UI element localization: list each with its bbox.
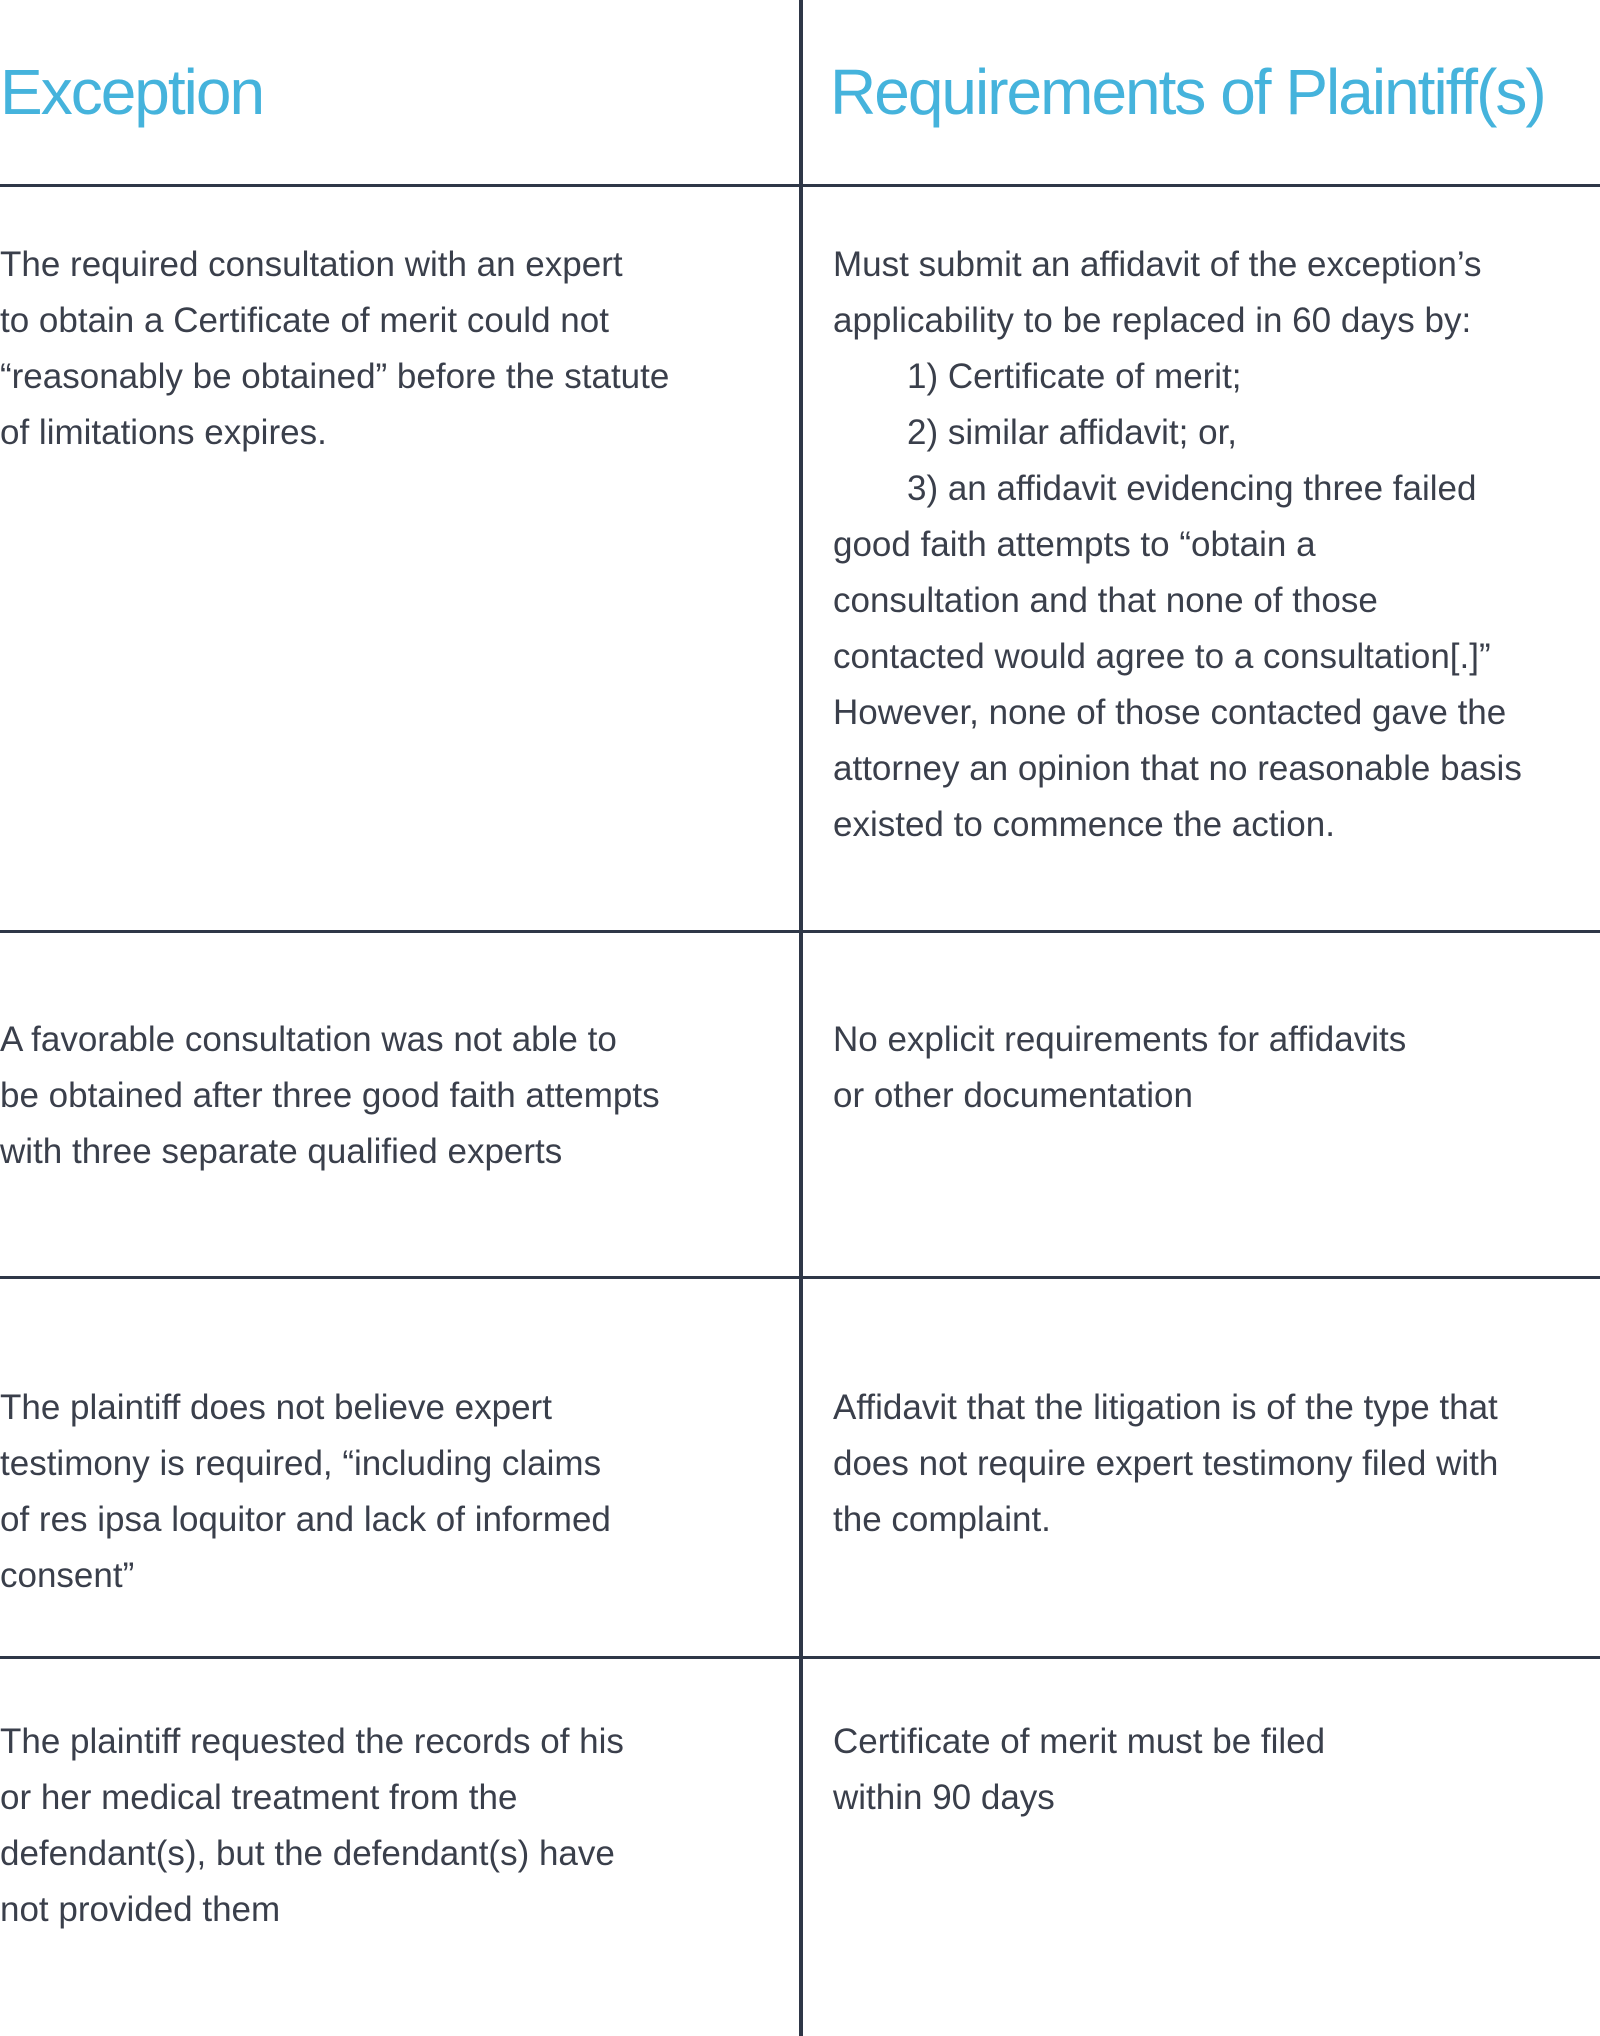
text-line: The plaintiff requested the records of his xyxy=(0,1722,624,1761)
list-item: 2) similar affidavit; or, xyxy=(907,413,1238,452)
row-2-requirement xyxy=(833,1012,1600,1124)
row-divider xyxy=(0,184,1600,187)
row-3-exception xyxy=(0,1380,775,1604)
column-divider xyxy=(799,0,803,2036)
row-1-exception xyxy=(0,237,775,461)
row-divider xyxy=(0,1656,1600,1659)
text-line: The plaintiff does not believe expert xyxy=(0,1388,552,1427)
text-line: defendant(s), but the defendant(s) have xyxy=(0,1834,615,1873)
row-4-exception xyxy=(0,1714,775,1938)
text-line: good faith attempts to “obtain a xyxy=(833,525,1316,564)
row-4-requirement xyxy=(833,1714,1600,1826)
text-line: However, none of those contacted gave the xyxy=(833,693,1507,732)
text-line: with three separate qualified experts xyxy=(0,1132,563,1171)
row-1-requirement xyxy=(833,237,1600,853)
text-line: A favorable consultation was not able to xyxy=(0,1020,617,1059)
text-line: does not require expert testimony filed with xyxy=(833,1444,1499,1483)
text-line: or other documentation xyxy=(833,1076,1193,1115)
text-line: of res ipsa loquitor and lack of informed xyxy=(0,1500,611,1539)
row-divider xyxy=(0,1276,1600,1279)
text-line: the complaint. xyxy=(833,1500,1051,1539)
text-line: Must submit an affidavit of the exception’s xyxy=(833,245,1482,284)
text-line: Affidavit that the litigation is of the type that xyxy=(833,1388,1498,1427)
text-line: to obtain a Certificate of merit could not xyxy=(0,301,609,340)
header-requirements: Requirements of Plaintiff(s) xyxy=(830,56,1545,128)
row-2-exception xyxy=(0,1012,775,1180)
text-line: attorney an opinion that no reasonable basis xyxy=(833,749,1522,788)
text-line: of limitations expires. xyxy=(0,413,327,452)
text-line: not provided them xyxy=(0,1890,281,1929)
list-item: 1) Certificate of merit; xyxy=(907,357,1242,396)
text-line: The required consultation with an expert xyxy=(0,245,623,284)
text-line: consent” xyxy=(0,1556,135,1595)
text-line: within 90 days xyxy=(833,1778,1055,1817)
text-line: Certificate of merit must be filed xyxy=(833,1722,1326,1761)
text-line: or her medical treatment from the xyxy=(0,1778,518,1817)
header-exception: Exception xyxy=(0,56,264,128)
row-divider xyxy=(0,930,1600,933)
list-item: 3) an affidavit evidencing three failed xyxy=(907,469,1477,508)
text-line: be obtained after three good faith attempts xyxy=(0,1076,660,1115)
text-line: existed to commence the action. xyxy=(833,805,1335,844)
text-line: consultation and that none of those xyxy=(833,581,1378,620)
row-3-requirement xyxy=(833,1380,1600,1548)
text-line: applicability to be replaced in 60 days by: xyxy=(833,301,1472,340)
text-line: contacted would agree to a consultation[.]” xyxy=(833,637,1491,676)
text-line: testimony is required, “including claims xyxy=(0,1444,602,1483)
text-line: No explicit requirements for affidavits xyxy=(833,1020,1407,1059)
text-line: “reasonably be obtained” before the statute xyxy=(0,357,670,396)
